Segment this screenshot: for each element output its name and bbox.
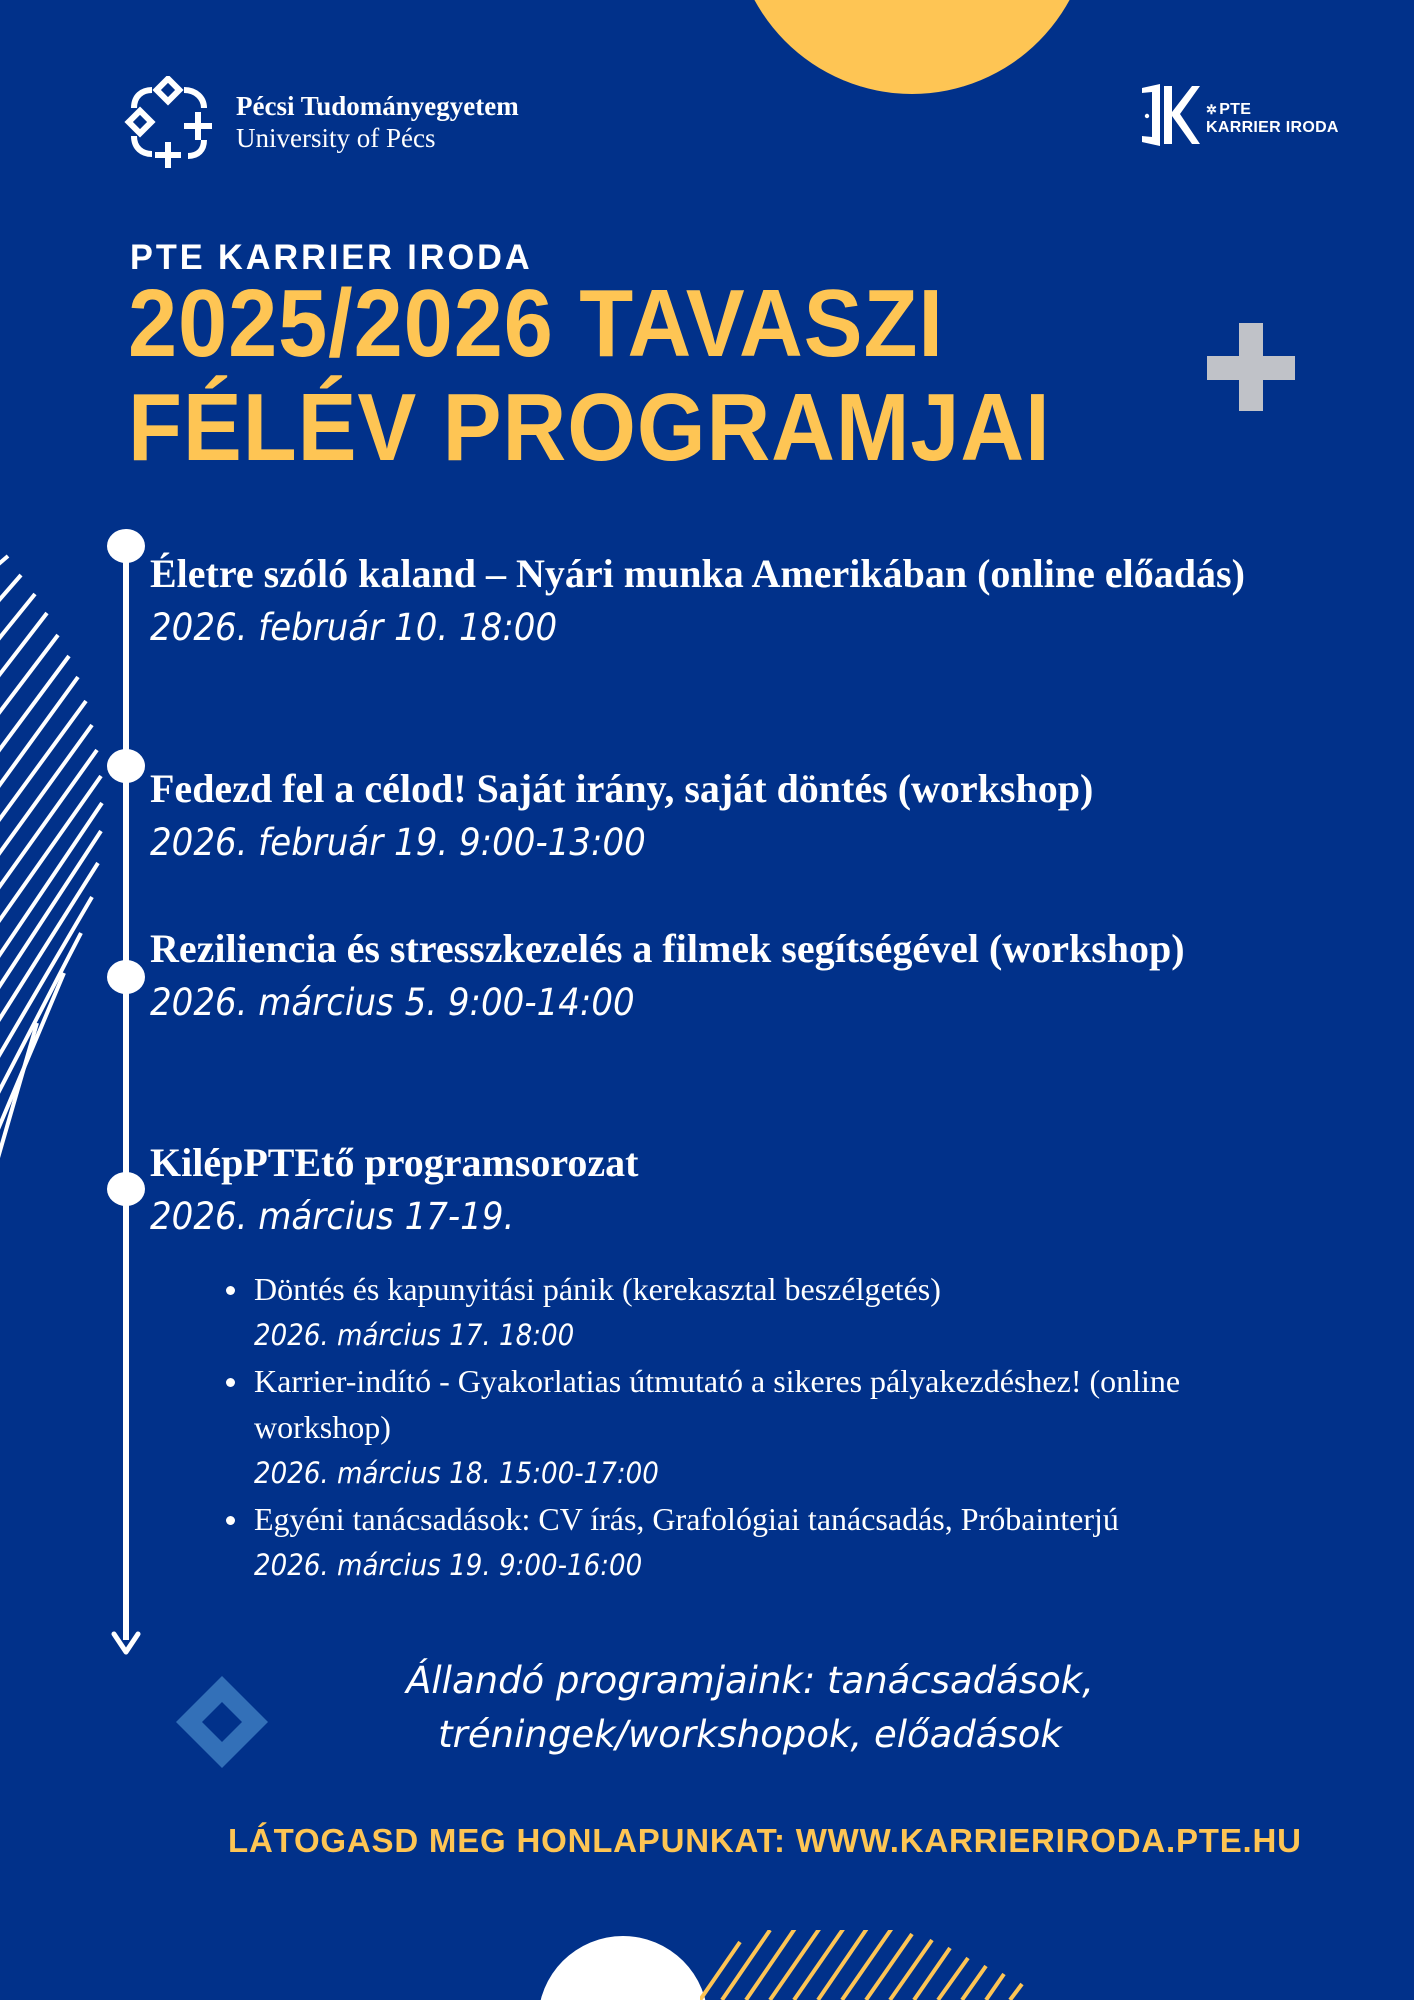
timeline-dot	[107, 529, 145, 563]
event-item	[150, 1136, 1330, 1244]
sub-event-date: 2026. március 18. 15:00-17:00	[254, 1456, 659, 1490]
event-date: 2026. március 5. 9:00-14:00	[150, 981, 635, 1024]
university-name-en: University of Pécs	[236, 123, 436, 153]
karrier-logo-line1: PTE	[1219, 101, 1252, 118]
permanent-programs-line2: tréningek/workshopok, előadások	[438, 1713, 1062, 1756]
event-item	[150, 922, 1330, 1030]
bullet-icon	[226, 1378, 235, 1387]
sub-event-item	[222, 1266, 1352, 1358]
white-circle-decoration	[538, 1936, 708, 2000]
diagonal-stripes-decoration	[0, 540, 110, 1270]
karrier-logo-line2: KARRIER IRODA	[1206, 119, 1339, 136]
sub-event-item	[222, 1496, 1352, 1588]
permanent-programs-line1: Állandó programjaink: tanácsadások,	[406, 1659, 1094, 1702]
gear-icon: ✲	[1206, 102, 1218, 117]
event-title: KilépPTEtő programsorozat	[150, 1140, 639, 1185]
page-title-line1: 2025/2026 TAVASZI	[128, 270, 944, 377]
website-link[interactable]: LÁTOGASD MEG HONLAPUNKAT: WWW.KARRIERIRODA.PTE.HU	[228, 1822, 1302, 1859]
sub-event-title: Egyéni tanácsadások: CV írás, Grafológiai tanácsadás, Próbainterjú	[254, 1501, 1119, 1537]
event-item	[150, 762, 1330, 870]
plus-decoration-icon	[1207, 323, 1295, 411]
arrow-down-icon	[110, 1628, 142, 1658]
university-name-hu: Pécsi Tudományegyetem	[236, 91, 519, 121]
event-title: Fedezd fel a célod! Saját irány, saját döntés (workshop)	[150, 766, 1094, 811]
sub-event-date: 2026. március 17. 18:00	[254, 1318, 575, 1352]
sub-event-title: Karrier-indító - Gyakorlatias útmutató a sikeres pályakezdéshez! (online workshop)	[254, 1363, 1181, 1445]
diamond-decoration-icon	[176, 1676, 268, 1768]
timeline-dot	[107, 749, 145, 783]
event-title: Reziliencia és stresszkezelés a filmek segítségével (workshop)	[150, 926, 1185, 971]
office-kicker: PTE KARRIER IRODA	[130, 238, 533, 277]
permanent-programs-text	[340, 1654, 1160, 1762]
sub-event-item	[222, 1358, 1352, 1496]
page-title-line2: FÉLÉV PROGRAMJAI	[128, 374, 1051, 481]
sub-event-title: Döntés és kapunyitási pánik (kerekasztal beszélgetés)	[254, 1271, 941, 1307]
pte-logo-icon	[124, 76, 216, 168]
timeline-dot	[107, 960, 145, 994]
event-title: Életre szóló kaland – Nyári munka Amerikában (online előadás)	[150, 551, 1245, 596]
karrier-iroda-logo	[1140, 84, 1339, 146]
timeline-line	[123, 540, 129, 1640]
event-date: 2026. február 10. 18:00	[150, 606, 558, 649]
page-title	[128, 272, 1140, 480]
event-item	[150, 547, 1330, 655]
sub-event-date: 2026. március 19. 9:00-16:00	[254, 1548, 643, 1582]
event-date: 2026. március 17-19.	[150, 1195, 515, 1238]
sub-event-list	[222, 1266, 1352, 1588]
yellow-circle-decoration	[732, 0, 1092, 94]
yellow-stripes-decoration	[700, 1930, 1180, 2000]
karrier-door-k-icon	[1140, 84, 1200, 146]
bullet-icon	[226, 1286, 235, 1295]
timeline-dot	[107, 1172, 145, 1206]
university-logo	[124, 76, 519, 168]
bullet-icon	[226, 1516, 235, 1525]
website-cta[interactable]	[228, 1822, 1302, 1860]
event-date: 2026. február 19. 9:00-13:00	[150, 821, 646, 864]
